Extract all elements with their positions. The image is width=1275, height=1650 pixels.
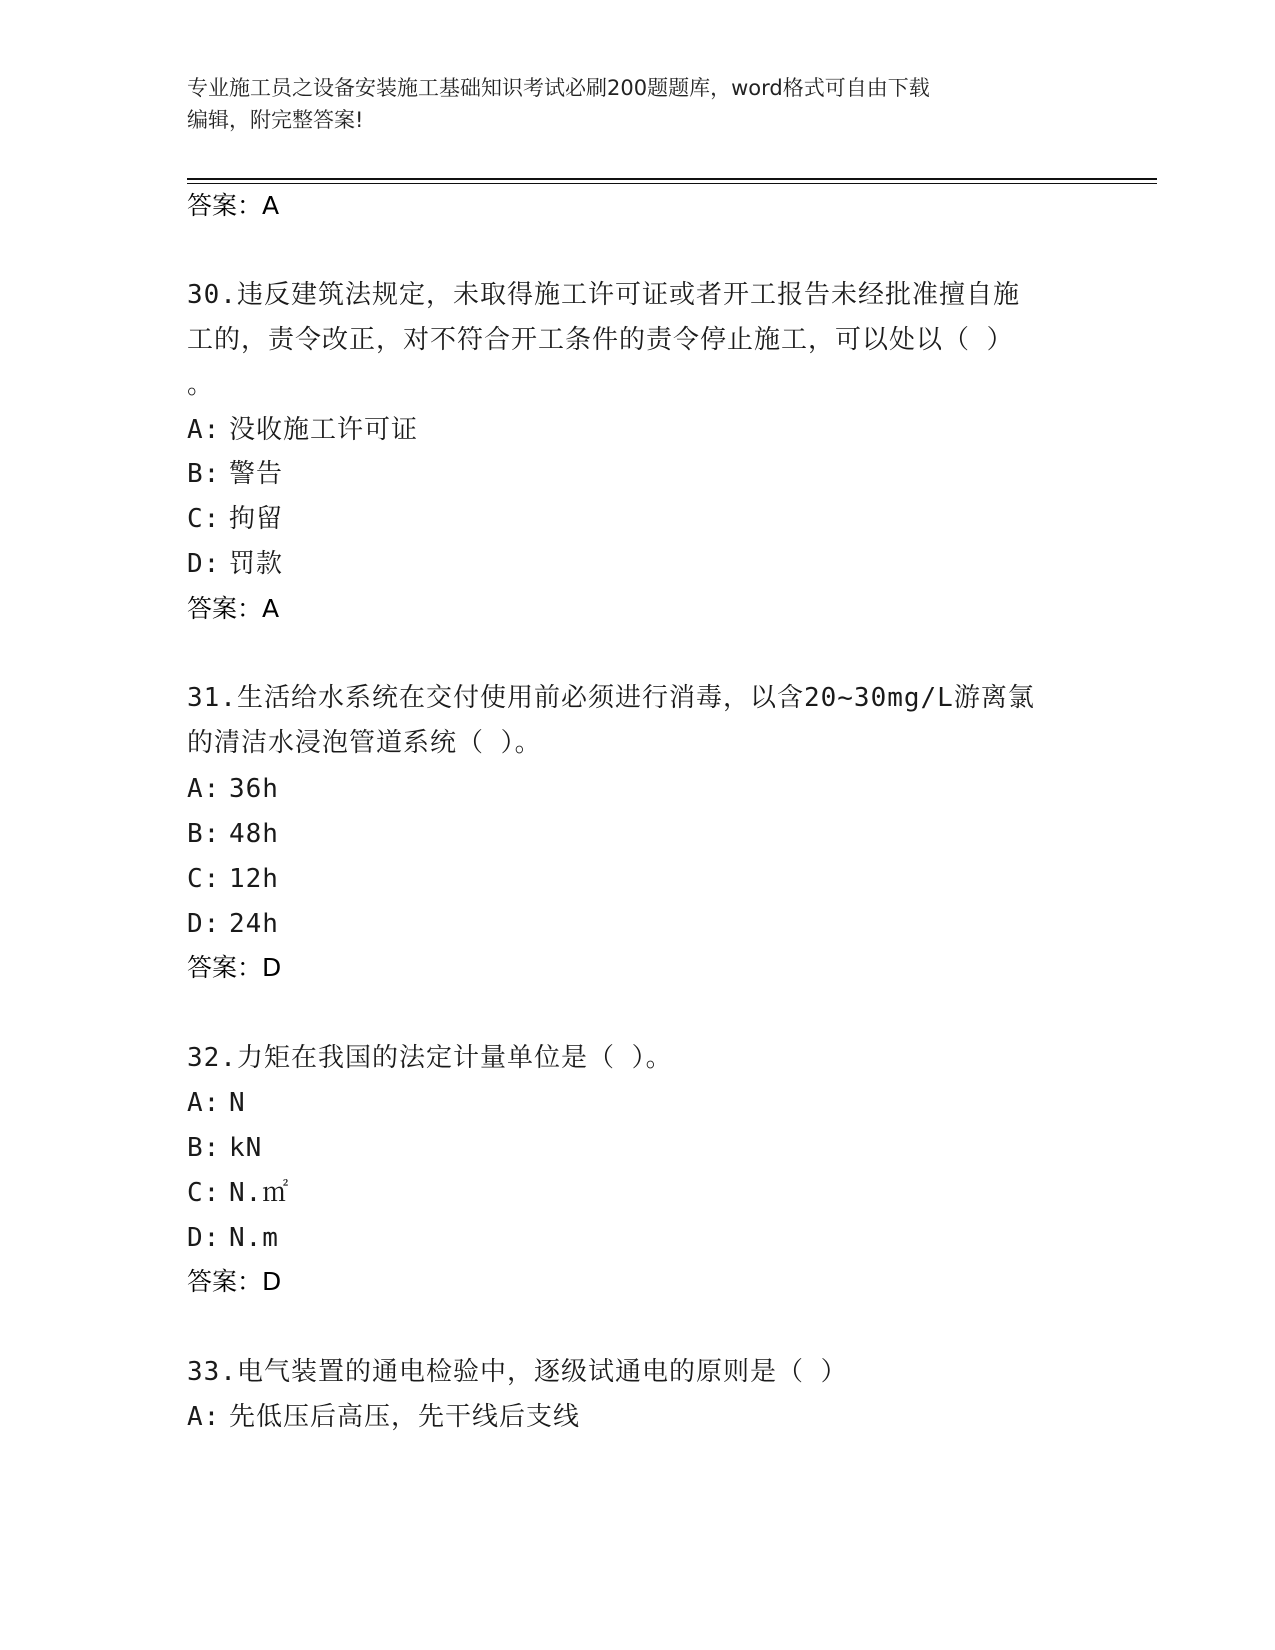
option-a: A: 36h bbox=[187, 774, 279, 804]
document-header bbox=[187, 72, 1067, 136]
option-a: A: 先低压后高压，先干线后支线 bbox=[187, 1402, 581, 1432]
option-d: D: 24h bbox=[187, 909, 279, 939]
option-b: B: 警告 bbox=[187, 459, 284, 489]
option-a: A: 没收施工许可证 bbox=[187, 415, 419, 445]
header-divider-thick bbox=[187, 178, 1157, 180]
option-a: A: N bbox=[187, 1088, 246, 1118]
question-text-line: 。 bbox=[187, 370, 215, 400]
option-c: C: 12h bbox=[187, 864, 279, 894]
option-c: C: N.㎡ bbox=[187, 1178, 290, 1208]
question-text-line: 31.生活给水系统在交付使用前必须进行消毒，以含20~30mg/L游离氯 bbox=[187, 683, 1035, 713]
question-33 bbox=[187, 1350, 1087, 1395]
answer-line: 答案：D bbox=[187, 953, 282, 982]
option-c: C: 拘留 bbox=[187, 504, 284, 534]
question-text-line: 32.力矩在我国的法定计量单位是（ ）。 bbox=[187, 1043, 673, 1073]
header-line-1: 专业施工员之设备安装施工基础知识考试必刷200题题库，word格式可自由下载 bbox=[187, 76, 930, 100]
question-text-line: 30.违反建筑法规定，未取得施工许可证或者开工报告未经批准擅自施 bbox=[187, 280, 1020, 310]
question-30 bbox=[187, 273, 1087, 408]
option-b: B: 48h bbox=[187, 819, 279, 849]
answer-line: 答案：A bbox=[187, 191, 280, 220]
option-d: D: N.m bbox=[187, 1223, 279, 1253]
answer-line: 答案：D bbox=[187, 1267, 282, 1296]
question-text-line: 工的，责令改正，对不符合开工条件的责令停止施工，可以处以（ ） bbox=[187, 325, 1014, 355]
option-d: D: 罚款 bbox=[187, 549, 284, 579]
header-line-2: 编辑，附完整答案! bbox=[187, 108, 364, 132]
answer-line: 答案：A bbox=[187, 594, 280, 623]
question-32 bbox=[187, 1036, 1087, 1081]
question-text-line: 的清洁水浸泡管道系统（ ）。 bbox=[187, 728, 542, 758]
option-b: B: kN bbox=[187, 1133, 263, 1163]
question-text-line: 33.电气装置的通电检验中，逐级试通电的原则是（ ） bbox=[187, 1357, 848, 1387]
header-divider-thin bbox=[187, 183, 1157, 184]
question-31 bbox=[187, 676, 1087, 766]
